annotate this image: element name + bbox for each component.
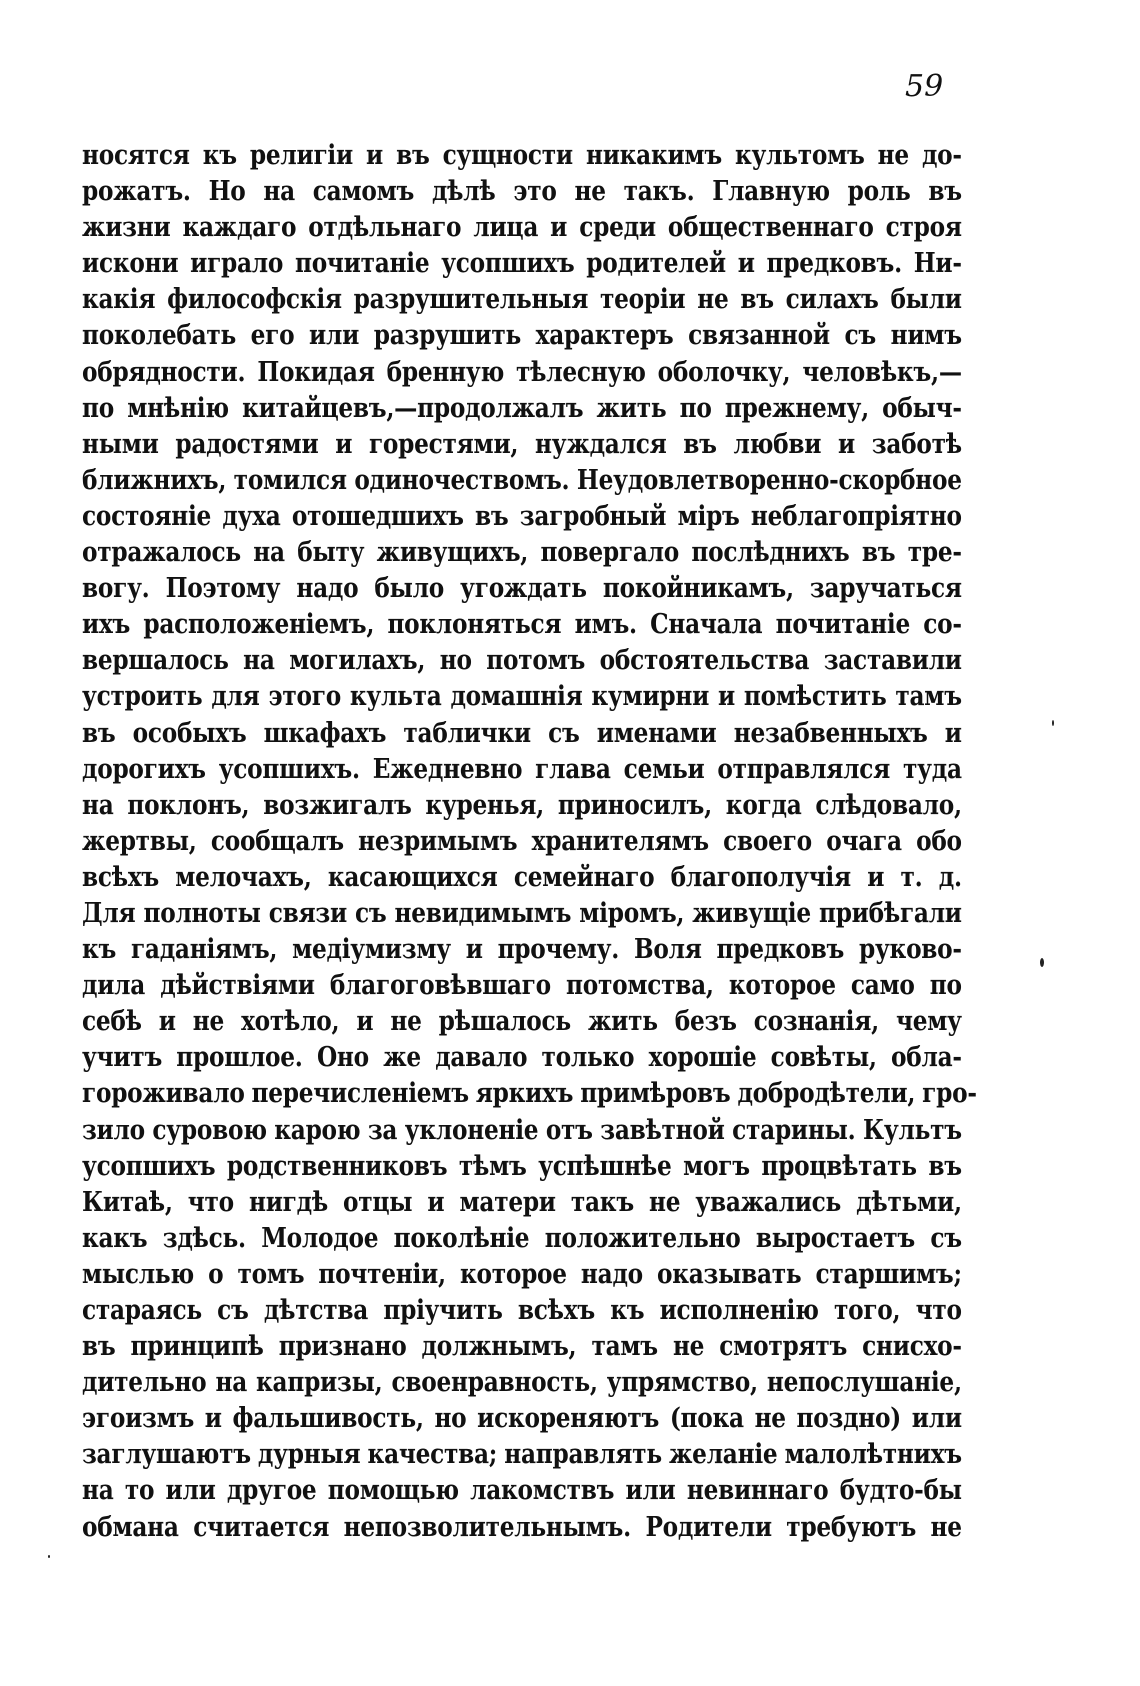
text-line: отражалось на быту живущихъ, повергало послѣднихъ въ тре-	[82, 537, 962, 569]
text-line: въ особыхъ шкафахъ таблички съ именами незабвенныхъ и	[82, 717, 962, 749]
text-line: заглушаютъ дурныя качества; направлять желаніе малолѣтнихъ	[82, 1439, 962, 1471]
margin-mark	[1040, 958, 1044, 967]
text-line: устроить для этого культа домашнія кумирни и помѣстить тамъ	[82, 681, 962, 713]
text-line: на то или другое помощью лакомствъ или невиннаго будто-бы	[82, 1475, 962, 1507]
text-line: стараясь съ дѣтства пріучить всѣхъ къ исполненію того, что	[82, 1295, 962, 1326]
text-line: поколебать его или разрушить характеръ связанной съ нимъ	[82, 320, 962, 352]
text-line: искони играло почитаніе усопшихъ родителей и предковъ. Ни-	[82, 248, 962, 280]
text-line: учитъ прошлое. Оно же давало только хорошіе совѣты, обла-	[82, 1042, 962, 1074]
text-line: усопшихъ родственниковъ тѣмъ успѣшнѣе могъ процвѣтать въ	[82, 1150, 962, 1182]
text-line: Китаѣ, что нигдѣ отцы и матери такъ не уважались дѣтьми,	[82, 1186, 962, 1218]
text-line: дительно на капризы, своенравность, упрямство, непослушаніе,	[82, 1367, 962, 1399]
text-line: ближнихъ, томился одиночествомъ. Неудовлетворенно-скорбное	[82, 464, 962, 496]
text-line: вогу. Поэтому надо было угождать покойникамъ, заручаться	[82, 573, 962, 605]
text-line: эгоизмъ и фальшивость, но искореняютъ (пока не поздно) или	[82, 1403, 962, 1435]
text-line: обрядности. Покидая бренную тѣлесную оболочку, человѣкъ,—	[82, 356, 962, 388]
text-line: рожатъ. Но на самомъ дѣлѣ это не такъ. Главную роль въ	[82, 176, 962, 208]
text-line: носятся къ религіи и въ сущности никакимъ культомъ не до-	[82, 140, 962, 171]
text-line: зило суровою карою за уклоненіе отъ завѣтной старины. Культъ	[82, 1114, 962, 1146]
text-line: состояніе духа отошедшихъ въ загробный міръ неблагопріятно	[82, 500, 962, 532]
text-line: дорогихъ усопшихъ. Ежедневно глава семьи отправлялся туда	[82, 753, 962, 785]
text-line: ными радостями и горестями, нуждался въ любви и заботѣ	[82, 428, 962, 460]
text-line: дила дѣйствіями благоговѣвшаго потомства, которое само по	[82, 970, 962, 1002]
text-line: Для полноты связи съ невидимымъ міромъ, живущіе прибѣгали	[82, 897, 962, 929]
text-line: обмана считается непозволительнымъ. Родители требуютъ не	[82, 1511, 962, 1543]
margin-mark	[1052, 720, 1054, 726]
text-line: въ принципѣ признано должнымъ, тамъ не смотрятъ снисхо-	[82, 1331, 962, 1363]
text-line: всѣхъ мелочахъ, касающихся семейнаго благополучія и т. д.	[82, 861, 962, 893]
text-line: мыслью о томъ почтеніи, которое надо оказывать старшимъ;	[82, 1258, 962, 1290]
text-line: жертвы, сообщалъ незримымъ хранителямъ своего очага обо	[82, 825, 962, 857]
text-line: къ гаданіямъ, медіумизму и прочему. Воля предковъ руково-	[82, 934, 962, 966]
text-line: на поклонъ, возжигалъ куренья, приносилъ, когда слѣдовало,	[82, 789, 962, 821]
text-line: какія философскія разрушительныя теоріи не въ силахъ были	[82, 284, 962, 316]
text-line: гороживало перечисленіемъ яркихъ примѣровъ добродѣтели, гро-	[82, 1078, 977, 1110]
body-text	[82, 138, 977, 1546]
text-line: по мнѣнію китайцевъ,—продолжалъ жить по прежнему, обыч-	[82, 392, 962, 424]
text-line: вершалось на могилахъ, но потомъ обстоятельства заставили	[82, 645, 962, 677]
page-number: 59	[905, 69, 944, 104]
text-line: ихъ расположеніемъ, поклоняться имъ. Сначала почитаніе со-	[82, 609, 962, 641]
text-line: себѣ и не хотѣло, и не рѣшалось жить безъ сознанія, чему	[82, 1006, 962, 1038]
margin-mark	[48, 1555, 50, 1558]
text-line: жизни каждаго отдѣльнаго лица и среди общественнаго строя	[82, 212, 962, 244]
text-line: какъ здѣсь. Молодое поколѣніе положительно выростаетъ съ	[82, 1222, 962, 1254]
